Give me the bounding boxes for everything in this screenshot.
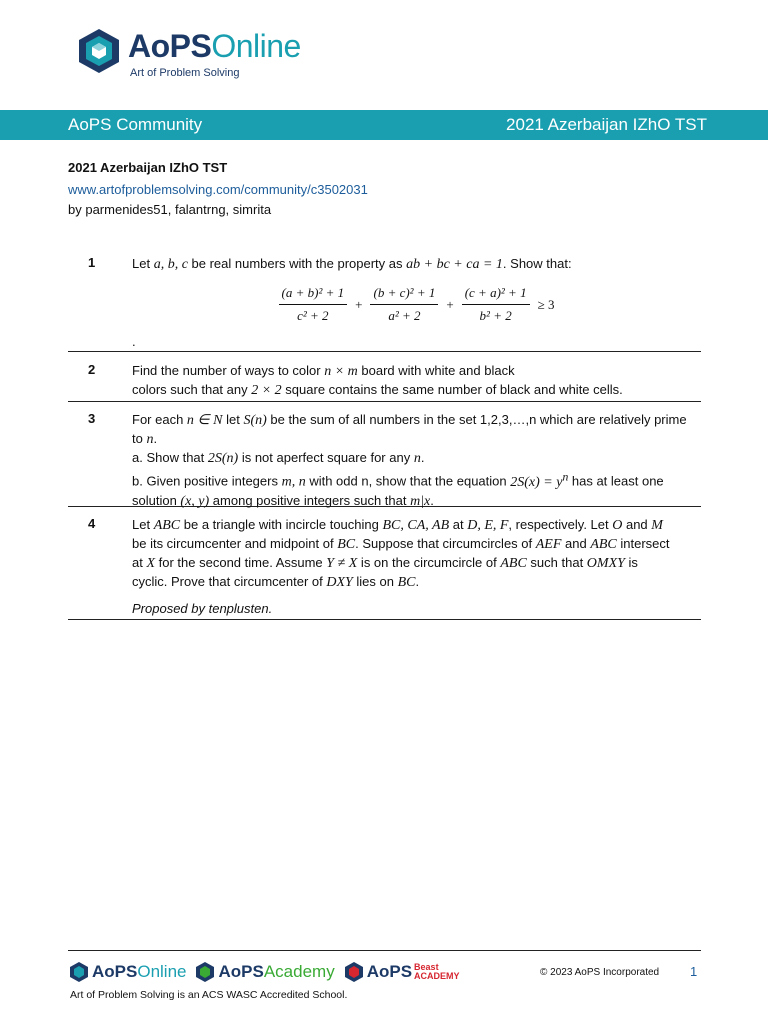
page-number: 1	[690, 964, 698, 979]
footer-divider	[68, 950, 701, 951]
logo-subtitle: Art of Problem Solving	[130, 67, 240, 79]
inequality-formula: $\frac{\text{(a + b)² + 1}}{\text{c² + 2}}$ + $\frac{\text{(b + c)² + 1}}{\text{a² + 2}}$ + $\frac{\text{(c + a)² + 1}}{\text{b² + 2}}$ ≥ 3	[132, 284, 701, 325]
banner-community[interactable]: AoPS Community	[68, 115, 203, 134]
accreditation-note: Art of Problem Solving is an ACS WASC Accredited School.	[70, 989, 348, 1001]
problem-text: Find the number of ways to color n × m board with white and black colors such that any 2 × 2 square contains the same number of black and white cells.	[132, 363, 623, 398]
document-title: 2021 Azerbaijan IZhO TST	[68, 160, 228, 175]
problem-3	[68, 402, 701, 507]
footer-logos	[70, 960, 470, 984]
aops-cube-icon	[78, 28, 120, 74]
problem-number: 1	[88, 255, 96, 270]
banner-contest-name: 2021 Azerbaijan IZhO TST	[506, 115, 707, 134]
aops-cube-icon	[70, 962, 88, 982]
problem-2	[68, 352, 701, 402]
problem-4	[68, 507, 701, 620]
problem-text: Let ABC be a triangle with incircle touching BC, CA, AB at D, E, F, respectively. Let O and M be its circumcenter and midpoint of BC. Suppose that circumcircles of AEF and ABC intersect at X for the second time. Assume Y ≠ X is on the circumcircle of ABC such that OMXY is cyclic. Prove that circumcenter of DXY lies on BC. Proposed by tenplusten.	[132, 516, 701, 618]
problem-number: 2	[88, 362, 96, 377]
problem-text: For each n ∈ N let S(n) be the sum of all numbers in the set 1,2,3,…,n which are relatively prime to n. a. Show that 2S(n) is not aperfect square for any n. b. Given positive integers m, n with odd n, show that the equation $2S(x) = y^n$ has at least one solution (x, y) among positive integers such that m|x.	[132, 412, 687, 509]
footer-aops-academy-logo[interactable]: AoPS Academy	[196, 962, 334, 982]
beast-academy-wordmark: Beast ACADEMY	[414, 962, 460, 981]
authors-line: by parmenides51, falantrng, simrita	[68, 202, 272, 217]
problem-list	[68, 246, 701, 620]
problem-1	[68, 246, 701, 352]
problem-number: 3	[88, 411, 96, 426]
aops-online-logo[interactable]	[78, 26, 338, 82]
community-link[interactable]: www.artofproblemsolving.com/community/c3502031	[68, 182, 368, 197]
copyright-text: © 2023 AoPS Incorporated	[540, 967, 660, 978]
aops-academy-cube-icon	[196, 962, 214, 982]
proposer-note: Proposed by tenplusten.	[132, 601, 273, 616]
document-header	[68, 158, 708, 219]
logo-wordmark: AoPSOnline	[128, 28, 301, 64]
problem-number: 4	[88, 516, 96, 531]
community-banner	[0, 110, 768, 140]
footer-aops-online-logo[interactable]: AoPS Online	[70, 962, 186, 982]
problem-text: Let a, b, c be real numbers with the property as ab + bc + ca = 1. Show that: $\frac{\text{(a + b)² + 1}}{\text{c² + 2}}$ + $\frac{\text{(b + c)² + 1}}{\text{a² + 2}}$ + $\frac{\text{(c + a)² + 1}}{\text{b² + 2}}$ ≥ 3 .	[132, 255, 701, 351]
footer-beast-academy-logo[interactable]: AoPS Beast ACADEMY	[345, 962, 460, 982]
beast-academy-cube-icon	[345, 962, 363, 982]
